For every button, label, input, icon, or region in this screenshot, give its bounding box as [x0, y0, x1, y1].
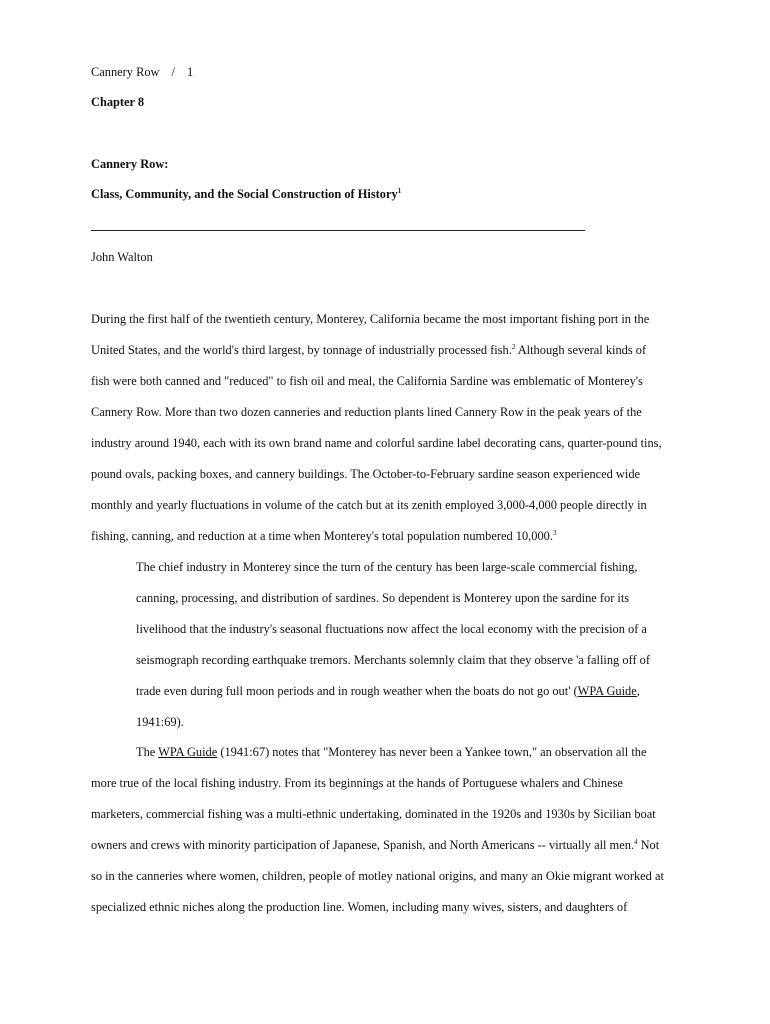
p1-line-2-text: United States, and the world's third largest, by tonnage of industrially processed fish.	[91, 343, 512, 357]
p2-line-4-text: owners and crews with minority participation of Japanese, Spanish, and North Americans -- virtually all men.	[91, 838, 634, 852]
quote-line-2: canning, processing, and distribution of sardines. So dependent is Monterey upon the sardine for its	[136, 591, 630, 605]
title-line-2	[91, 186, 401, 202]
title-text: Class, Community, and the Social Construction of History	[91, 187, 398, 201]
p1-line-8	[91, 528, 556, 544]
p2-line-5: so in the canneries where women, children, people of motley national origins, and many an Okie migrant worked at	[91, 869, 664, 883]
p1-line-8-text: fishing, canning, and reduction at a time when Monterey's total population numbered 10,000.	[91, 529, 553, 543]
quote-line-4: seismograph recording earthquake tremors. Merchants solemnly claim that they observe 'a falling off of	[136, 653, 650, 667]
p1-line-6: pound ovals, packing boxes, and cannery buildings. The October-to-February sardine season experienced wide	[91, 467, 641, 481]
p2-line-2: more true of the local fishing industry. From its beginnings at the hands of Portuguese whalers and Chinese	[91, 776, 623, 790]
footnote-ref-4[interactable]: 4	[634, 837, 638, 846]
p2-line-4	[91, 837, 659, 853]
p2-line-6: specialized ethnic niches along the production line. Women, including many wives, sisters, and daughters of	[91, 900, 628, 914]
chapter-label: Chapter 8	[91, 95, 145, 109]
footnote-ref-2[interactable]: 2	[511, 342, 516, 351]
page-number: 1	[186, 65, 194, 79]
quote-line-5-text: trade even during full moon periods and in rough weather when the boats do not go out' (	[136, 684, 578, 698]
title-line-1: Cannery Row:	[91, 157, 169, 171]
wpa-guide-link-2[interactable]: WPA Guide	[158, 745, 218, 759]
wpa-guide-link-1[interactable]: WPA Guide	[577, 684, 637, 698]
p1-line-1: During the first half of the twentieth century, Monterey, California became the most important fishing port in the	[91, 312, 650, 326]
quote-line-3: livelihood that the industry's seasonal fluctuations now affect the local economy with the precision of a	[136, 622, 647, 636]
quote-line-5-tail: ,	[636, 684, 640, 698]
p1-line-4: Cannery Row. More than two dozen canneries and reduction plants lined Cannery Row in the peak years of the	[91, 405, 642, 419]
footnote-ref-3[interactable]: 3	[552, 528, 557, 537]
running-header	[91, 64, 193, 80]
p1-line-5: industry around 1940, each with its own brand name and colorful sardine label decorating cans, quarter-pound tins,	[91, 436, 662, 450]
footnote-ref-1[interactable]: 1	[397, 186, 402, 195]
p2-line-1-lead: The	[136, 745, 159, 759]
p1-line-2-tail: Although several kinds of	[515, 343, 647, 357]
header-separator: /	[171, 65, 175, 79]
quote-line-1: The chief industry in Monterey since the turn of the century has been large-scale commercial fishing,	[136, 560, 638, 574]
p2-line-3: marketers, commercial fishing was a multi-ethnic undertaking, dominated in the 1920s and 1930s by Sicilian boat	[91, 807, 656, 821]
p2-line-1-text: (1941:67) notes that "Monterey has never been a Yankee town," an observation all the	[217, 745, 647, 759]
quote-line-6: 1941:69).	[136, 715, 184, 729]
p1-line-2	[91, 342, 646, 358]
p1-line-3: fish were both canned and "reduced" to fish oil and meal, the California Sardine was emblematic of Monterey's	[91, 374, 643, 388]
running-title: Cannery Row	[91, 65, 160, 79]
p2-line-1	[136, 744, 646, 760]
p1-line-7: monthly and yearly fluctuations in volume of the catch but at its zenith employed 3,000-4,000 people directly in	[91, 498, 647, 512]
quote-line-5	[136, 683, 640, 699]
title-rule	[91, 230, 585, 231]
p2-line-4-tail: Not	[637, 838, 660, 852]
author-name: John Walton	[91, 250, 153, 264]
